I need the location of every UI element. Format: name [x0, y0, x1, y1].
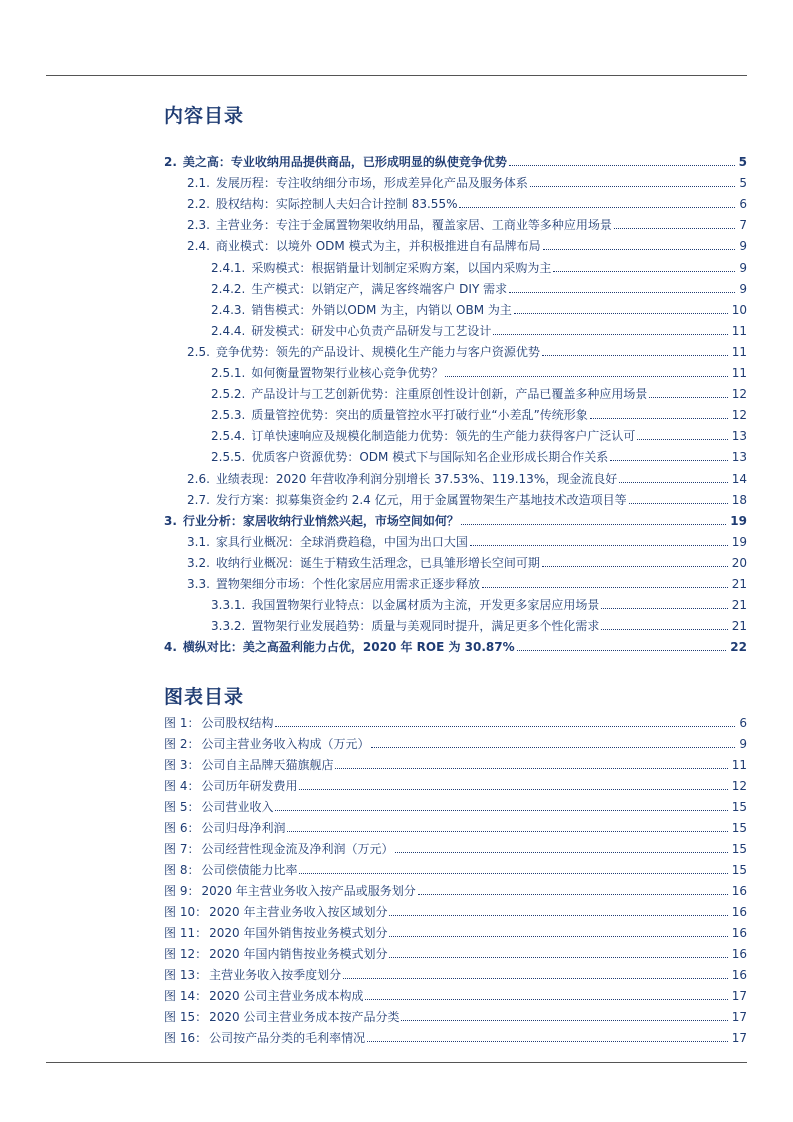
toc-entry[interactable] — [211, 423, 747, 443]
toc-entry-number: 3.3.1. — [211, 598, 246, 613]
figure-entry[interactable] — [164, 794, 747, 814]
toc-entry-page: 19 — [730, 513, 747, 528]
toc-entry-leader — [614, 227, 735, 229]
figure-entry-page: 16 — [731, 926, 747, 940]
toc-entry-title: 行业分析：家居收纳行业悄然兴起，市场空间如何？ — [182, 513, 459, 528]
toc-entry-page: 18 — [731, 492, 747, 507]
toc-entry[interactable] — [187, 170, 747, 190]
figure-list-heading: 图表目录 — [164, 686, 245, 708]
toc-heading: 内容目录 — [164, 105, 245, 127]
toc-entry-title: 发行方案：拟募集资金约 2.4 亿元，用于金属置物架生产基地技术改造项目等 — [215, 492, 627, 507]
figure-entry-number: 图 13： — [164, 968, 208, 982]
toc-entry[interactable] — [211, 255, 747, 275]
figure-entry-number: 图 6： — [164, 821, 200, 835]
toc-entry-page: 14 — [731, 471, 747, 486]
toc-entry-number: 2. — [164, 155, 177, 169]
toc-entry-leader — [543, 248, 736, 250]
figure-entry-leader — [299, 872, 727, 874]
figure-entry-title: 2020 年主营业务收入按产品或服务划分 — [201, 884, 416, 898]
toc-entry-title: 股权结构：实际控制人夫妇合计控制 83.55% — [215, 197, 458, 212]
figure-entry[interactable] — [164, 920, 747, 940]
figure-entry[interactable] — [164, 710, 747, 730]
figure-entry-title: 2020 公司主营业务成本按产品分类 — [209, 1010, 400, 1024]
toc-entry-title: 采购模式：根据销量计划制定采购方案，以国内采购为主 — [251, 260, 552, 275]
figure-entry-leader — [418, 893, 728, 895]
toc-entry-leader — [629, 502, 728, 504]
toc-entry-leader — [619, 481, 727, 483]
toc-entry-page: 9 — [739, 281, 747, 296]
toc-entry-title: 发展历程：专注收纳细分市场，形成差异化产品及服务体系 — [215, 176, 528, 191]
figure-entry-number: 图 11： — [164, 926, 208, 940]
figure-entry-title: 公司自主品牌天猫旗舰店 — [201, 758, 334, 772]
toc-entry-title: 竞争优势：领先的产品设计、规模化生产能力与客户资源优势 — [215, 344, 540, 359]
toc-entry-title: 业绩表现：2020 年营收净利润分别增长 37.53%、119.13%，现金流良好 — [215, 471, 618, 486]
toc-entry-title: 我国置物架行业特点：以金属材质为主流，开发更多家居应用场景 — [251, 598, 600, 613]
toc-entry-title: 销售模式：外销以ODM 为主，内销以 OBM 为主 — [251, 302, 512, 317]
toc-entry-leader — [509, 291, 735, 293]
toc-entry[interactable] — [211, 444, 747, 464]
toc-entry[interactable] — [164, 634, 747, 654]
toc-entry[interactable] — [187, 487, 747, 507]
toc-entry-leader — [542, 565, 728, 567]
figure-entry[interactable] — [164, 983, 747, 1003]
toc-entry-leader — [482, 586, 728, 588]
figure-entry[interactable] — [164, 1025, 747, 1045]
header-rule — [46, 75, 747, 76]
figure-entry-number: 图 2： — [164, 737, 200, 751]
toc-entry-leader — [530, 185, 735, 187]
toc-entry-leader — [637, 438, 727, 440]
toc-entry-page: 6 — [739, 197, 747, 212]
toc-entry-number: 2.5.3. — [211, 408, 246, 423]
figure-entry-page: 15 — [731, 821, 747, 835]
toc-entry[interactable] — [211, 381, 747, 401]
figure-entry-leader — [367, 1040, 728, 1042]
figure-entry-leader — [389, 914, 727, 916]
figure-entry-leader — [389, 935, 727, 937]
toc-entry-leader — [553, 270, 735, 272]
toc-entry-number: 3.3. — [187, 577, 210, 591]
figure-entry-leader — [275, 809, 727, 811]
toc-entry-title: 优质客户资源优势：ODM 模式下与国际知名企业形成长期合作关系 — [251, 450, 609, 465]
figure-entry-title: 公司归母净利润 — [201, 821, 286, 835]
toc-entry-leader — [509, 164, 735, 166]
figure-entry-number: 图 10： — [164, 905, 208, 919]
figure-entry-title: 2020 年国外销售按业务模式划分 — [209, 926, 388, 940]
figure-entry[interactable] — [164, 962, 747, 982]
figure-entry[interactable] — [164, 899, 747, 919]
figure-entry-page: 17 — [731, 989, 747, 1003]
figure-entry-page: 6 — [739, 716, 747, 730]
figure-entry-page: 15 — [731, 863, 747, 877]
toc-entry-page: 9 — [739, 239, 747, 254]
toc-entry-page: 13 — [731, 450, 747, 465]
toc-entry[interactable] — [187, 191, 747, 211]
toc-entry-leader — [514, 312, 728, 314]
figure-entry-leader — [389, 956, 727, 958]
figure-entry-number: 图 8： — [164, 863, 200, 877]
toc-entry[interactable] — [211, 613, 747, 633]
figure-entry-title: 2020 年国内销售按业务模式划分 — [209, 947, 388, 961]
toc-entry[interactable] — [211, 402, 747, 422]
figure-entry-number: 图 16： — [164, 1031, 208, 1045]
figure-entry-leader — [335, 767, 727, 769]
toc-entry-page: 5 — [739, 176, 747, 191]
toc-entry-page: 19 — [731, 534, 747, 549]
figure-entry-page: 16 — [731, 968, 747, 982]
figure-entry[interactable] — [164, 836, 747, 856]
toc-entry-title: 家具行业概况：全球消费趋稳，中国为出口大国 — [215, 534, 468, 549]
toc-entry[interactable] — [211, 360, 747, 380]
figure-entry-page: 16 — [731, 884, 747, 898]
toc-entry-number: 2.1. — [187, 176, 210, 191]
toc-entry-title: 研发模式：研发中心负责产品研发与工艺设计 — [251, 323, 492, 338]
figure-entry-leader — [275, 725, 735, 727]
toc-entry[interactable] — [164, 508, 747, 528]
figure-entry-leader — [287, 830, 727, 832]
figure-entry-title: 公司营业收入 — [201, 800, 274, 814]
toc-entry[interactable] — [211, 592, 747, 612]
figure-entry-title: 公司历年研发费用 — [201, 779, 298, 793]
toc-entry-number: 2.4.2. — [211, 281, 246, 296]
toc-entry[interactable] — [164, 149, 747, 169]
figure-entry-page: 17 — [731, 1010, 747, 1024]
toc-entry-page: 11 — [731, 366, 747, 380]
toc-entry-number: 2.5. — [187, 344, 210, 359]
toc-entry-leader — [601, 607, 727, 609]
figure-entry[interactable] — [164, 1004, 747, 1024]
figure-entry-page: 9 — [739, 737, 747, 751]
toc-entry-page: 13 — [731, 429, 747, 444]
toc-entry-page: 22 — [730, 640, 747, 655]
toc-entry-page: 21 — [731, 619, 747, 634]
figure-entry-number: 图 14： — [164, 989, 208, 1003]
toc-entry-number: 4. — [164, 640, 177, 655]
toc-entry-leader — [590, 417, 728, 419]
figure-entry-title: 公司股权结构 — [201, 716, 274, 730]
figure-entry-leader — [401, 1019, 727, 1021]
toc-entry[interactable] — [211, 297, 747, 317]
toc-entry-page: 21 — [731, 577, 747, 591]
toc-entry-number: 2.6. — [187, 471, 210, 486]
figure-entry-number: 图 7： — [164, 842, 200, 856]
toc-entry[interactable] — [187, 466, 747, 486]
toc-entry[interactable] — [187, 529, 747, 549]
toc-entry-page: 12 — [731, 408, 747, 423]
figure-entry-title: 2020 公司主营业务成本构成 — [209, 989, 364, 1003]
figure-entry-page: 16 — [731, 905, 747, 919]
toc-entry-number: 2.2. — [187, 197, 210, 212]
figure-entry-title: 公司经营性现金流及净利润（万元） — [201, 842, 394, 856]
toc-entry-leader — [493, 333, 727, 335]
toc-entry-page: 11 — [731, 344, 747, 359]
toc-entry[interactable] — [187, 212, 747, 232]
figure-entry-page: 12 — [731, 779, 747, 793]
toc-entry-number: 2.5.1. — [211, 366, 246, 380]
figure-entry[interactable] — [164, 731, 747, 751]
toc-entry-page: 10 — [731, 302, 747, 317]
toc-entry-number: 2.3. — [187, 218, 210, 233]
figure-entry-leader — [395, 851, 727, 853]
figure-entry[interactable] — [164, 752, 747, 772]
toc-entry-leader — [649, 396, 727, 398]
figure-entry-title: 公司按产品分类的毛利率情况 — [209, 1031, 366, 1045]
toc-entry-leader — [610, 459, 728, 461]
figure-entry-number: 图 12： — [164, 947, 208, 961]
figure-entry[interactable] — [164, 941, 747, 961]
toc-entry-title: 质量管控优势：突出的质量管控水平打破行业“小差乱”传统形象 — [251, 408, 588, 423]
figure-entry-number: 图 5： — [164, 800, 200, 814]
figure-entry[interactable] — [164, 773, 747, 793]
toc-entry-page: 11 — [731, 323, 747, 338]
figure-entry[interactable] — [164, 857, 747, 877]
toc-entry-title: 生产模式：以销定产，满足客终端客户 DIY 需求 — [251, 281, 508, 296]
figure-entry-title: 主营业务收入按季度划分 — [209, 968, 342, 982]
toc-entry-title: 美之高：专业收纳用品提供商品，已形成明显的纵使竞争优势 — [182, 155, 507, 169]
toc-entry-title: 横纵对比：美之高盈利能力占优，2020 年 ROE 为 30.87% — [182, 640, 515, 655]
figure-entry-page: 15 — [731, 800, 747, 814]
toc-entry-leader — [517, 649, 727, 651]
toc-entry-title: 如何衡量置物架行业核心竞争优势？ — [251, 366, 444, 380]
toc-entry-page: 7 — [739, 218, 747, 233]
toc-entry-title: 商业模式：以境外 ODM 模式为主，并积极推进自有品牌布局 — [215, 239, 541, 254]
toc-entry[interactable] — [211, 318, 747, 338]
figure-entry[interactable] — [164, 815, 747, 835]
figure-entry-page: 15 — [731, 842, 747, 856]
toc-entry-number: 2.5.5. — [211, 450, 246, 465]
toc-entry[interactable] — [187, 339, 747, 359]
figure-entry-leader — [371, 746, 735, 748]
toc-entry-title: 主营业务：专注于金属置物架收纳用品，覆盖家居、工商业等多种应用场景 — [215, 218, 612, 233]
figure-entry[interactable] — [164, 878, 747, 898]
figure-entry-leader — [299, 788, 727, 790]
figure-entry-number: 图 15： — [164, 1010, 208, 1024]
toc-entry-page: 12 — [731, 387, 747, 402]
toc-entry-leader — [542, 354, 728, 356]
toc-entry-page: 20 — [731, 555, 747, 570]
footer-rule — [46, 1062, 747, 1063]
toc-entry-number: 3. — [164, 513, 177, 528]
toc-entry-number: 2.4. — [187, 239, 210, 254]
toc-entry-number: 2.4.1. — [211, 260, 246, 275]
toc-entry-title: 收纳行业概况：诞生于精致生活理念，已具雏形增长空间可期 — [215, 555, 540, 570]
figure-entry-number: 图 3： — [164, 758, 200, 772]
toc-entry-leader — [461, 523, 726, 525]
toc-entry-number: 2.4.3. — [211, 302, 246, 317]
toc-entry-number: 3.2. — [187, 555, 210, 570]
toc-entry-leader — [601, 628, 727, 630]
figure-entry-page: 16 — [731, 947, 747, 961]
toc-entry-page: 5 — [738, 155, 747, 169]
figure-entry-page: 17 — [731, 1031, 747, 1045]
figure-entry-leader — [343, 977, 728, 979]
toc-entry-number: 2.5.2. — [211, 387, 246, 402]
figure-entry-number: 图 1： — [164, 716, 200, 730]
toc-entry-number: 2.4.4. — [211, 323, 246, 338]
toc-entry-title: 订单快速响应及规模化制造能力优势：领先的生产能力获得客户广泛认可 — [251, 429, 636, 444]
toc-entry[interactable] — [187, 550, 747, 570]
figure-entry-leader — [365, 998, 727, 1000]
toc-entry[interactable] — [187, 233, 747, 253]
toc-entry-title: 产品设计与工艺创新优势：注重原创性设计创新，产品已覆盖多种应用场景 — [251, 387, 648, 402]
toc-entry-title: 置物架行业发展趋势：质量与美观同时提升，满足更多个性化需求 — [251, 619, 600, 634]
toc-entry-number: 2.7. — [187, 492, 210, 507]
toc-entry-leader — [459, 206, 735, 208]
toc-entry[interactable] — [211, 276, 747, 296]
figure-entry-number: 图 4： — [164, 779, 200, 793]
toc-entry-page: 21 — [731, 598, 747, 613]
toc-entry-number: 2.5.4. — [211, 429, 246, 444]
figure-entry-page: 11 — [731, 758, 747, 772]
toc-entry-title: 置物架细分市场：个性化家居应用需求正逐步释放 — [215, 577, 480, 591]
figure-entry-title: 2020 年主营业务收入按区域划分 — [209, 905, 388, 919]
toc-entry[interactable] — [187, 571, 747, 591]
toc-entry-page: 9 — [739, 260, 747, 275]
toc-entry-leader — [445, 375, 727, 377]
toc-entry-number: 3.1. — [187, 534, 210, 549]
figure-entry-title: 公司主营业务收入构成（万元） — [201, 737, 370, 751]
figure-entry-title: 公司偿债能力比率 — [201, 863, 298, 877]
toc-entry-number: 3.3.2. — [211, 619, 246, 634]
figure-entry-number: 图 9： — [164, 884, 200, 898]
toc-entry-leader — [470, 544, 728, 546]
